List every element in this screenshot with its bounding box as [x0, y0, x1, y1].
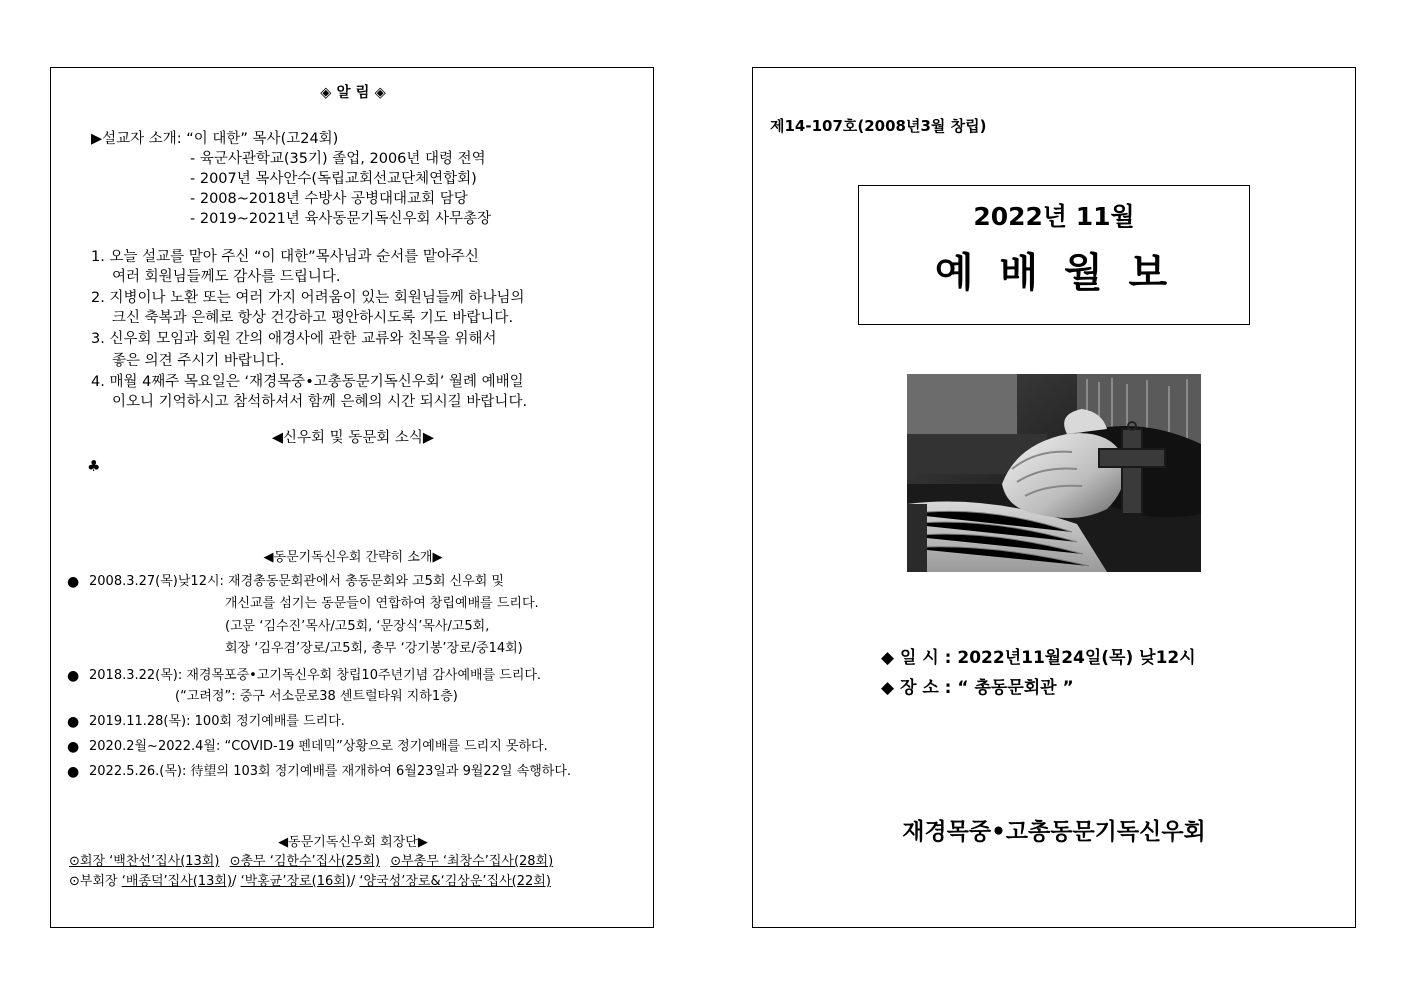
notice-item-cont: 크신 축복과 은혜로 항상 건강하고 평안하시도록 기도 바랍니다. [112, 310, 514, 326]
notice-item: 4. 매월 4째주 목요일은 ‘재경목중•고총동문기독신우회’ 월례 예배일 [91, 374, 524, 390]
news-heading: ◀신우회 및 동문회 소식▶ [271, 430, 435, 446]
officer-vice-president: ‘양국성’장로&‘김상운’집사(22회) [359, 874, 551, 889]
preacher-career-item: - 육군사관학교(35기) 졸업, 2006년 대령 전역 [190, 151, 486, 167]
bullet-icon: ● [67, 764, 80, 780]
officers-heading: ◀동문기독신우회 회장단▶ [278, 835, 428, 850]
cover-page [752, 67, 1356, 928]
notice-page [50, 67, 654, 928]
history-item: 2022.5.26.(목): 待望의 103회 정기예배를 재개하여 6월23일과 9월22일 속행하다. [89, 764, 572, 779]
officer-secretary: ⊙총무 ‘김한수’집사(25회) [229, 854, 381, 869]
history-item: 2018.3.22(목): 재경목포중•고기독신우회 창립10주년기념 감사예배를 드리다. [89, 668, 542, 683]
history-item-cont: (고문 ‘김수진’목사/고5회, ‘문장식’목사/고5회, [225, 619, 490, 634]
officer-vice-president: ‘박홍균’장로(16회) [240, 874, 351, 889]
officer-president: ⊙회장 ‘백찬선’집사(13회) [69, 854, 220, 869]
praying-hands-cross-icon [907, 374, 1201, 572]
preacher-career-item: - 2007년 목사안수(독립교회선교단체연합회) [190, 171, 477, 187]
organization-name: 재경목중•고총동문기독신우회 [902, 819, 1206, 845]
notice-item: 3. 신우회 모임과 회원 간의 애경사에 관한 교류와 친목을 위해서 [91, 331, 497, 347]
separator: / [350, 874, 356, 889]
schedule-date: ◆ 일 시 : 2022년11월24일(목) 낮12시 [881, 648, 1196, 668]
officers-line-2 [69, 873, 551, 891]
preacher-career-item: - 2008~2018년 수방사 공병대대교회 담당 [190, 191, 468, 207]
notice-item-cont: 이오니 기억하시고 참석하셔서 함께 은혜의 시간 되시길 바랍니다. [112, 394, 528, 410]
history-item-cont: 회장 ‘김우겸’장로/고5회, 총무 ‘강기봉’장로/중14회) [225, 641, 523, 656]
bullet-icon: ● [67, 739, 80, 755]
history-item-cont: (“고려정”: 중구 서소문로38 센트럴타워 지하1층) [175, 689, 458, 704]
notice-title: ◈ 알 림 ◈ [320, 85, 386, 101]
vice-president-label: ⊙부회장 [69, 874, 118, 889]
history-item: 2020.2월~2022.4월: “COVID-19 펜데믹”상황으로 정기예배를 드리지 못하다. [89, 739, 548, 754]
notice-item: 2. 지병이나 노환 또는 여러 가지 어려움이 있는 회원님들께 하나님의 [91, 290, 525, 306]
notice-item-cont: 여러 회원님들께도 감사를 드립니다. [112, 269, 341, 285]
issue-number: 제14-107호(2008년3월 창립) [770, 117, 987, 135]
history-heading: ◀동문기독신우회 간략히 소개▶ [263, 550, 443, 565]
officers-line-1 [69, 853, 553, 871]
date-title: 2022년 11월 [973, 202, 1135, 231]
bullet-icon: ● [67, 574, 80, 590]
preacher-career-item: - 2019~2021년 육사동문기독신우회 사무총장 [190, 211, 492, 227]
schedule-place: ◆ 장 소 : “ 총동문회관 ” [881, 678, 1074, 698]
notice-item-cont: 좋은 의견 주시기 바랍니다. [112, 353, 285, 369]
officer-vice-president: ‘배종덕’집사(13회) [121, 874, 233, 889]
officer-vice-secretary: ⊙부총무 ‘최창수’집사(28회) [390, 854, 554, 869]
history-item: 2019.11.28(목): 100회 정기예배를 드리다. [89, 714, 345, 729]
preacher-intro: ▶설교자 소개: “이 대한” 목사(고24회) [91, 131, 339, 147]
club-icon: ♣ [87, 457, 101, 475]
bullet-icon: ● [67, 714, 80, 730]
page-title: 예 배 월 보 [934, 249, 1174, 296]
notice-item: 1. 오늘 설교를 맡아 주신 “이 대한”목사님과 순서를 맡아주신 [91, 249, 479, 265]
title-box [858, 185, 1250, 325]
history-item-cont: 개신교를 섬기는 동문들이 연합하여 창립예배를 드리다. [225, 596, 539, 611]
bullet-icon: ● [67, 668, 80, 684]
history-item: 2008.3.27(목)낮12시: 재경총동문회관에서 총동문회와 고5회 신우회 및 [89, 574, 504, 589]
separator: / [232, 874, 237, 889]
